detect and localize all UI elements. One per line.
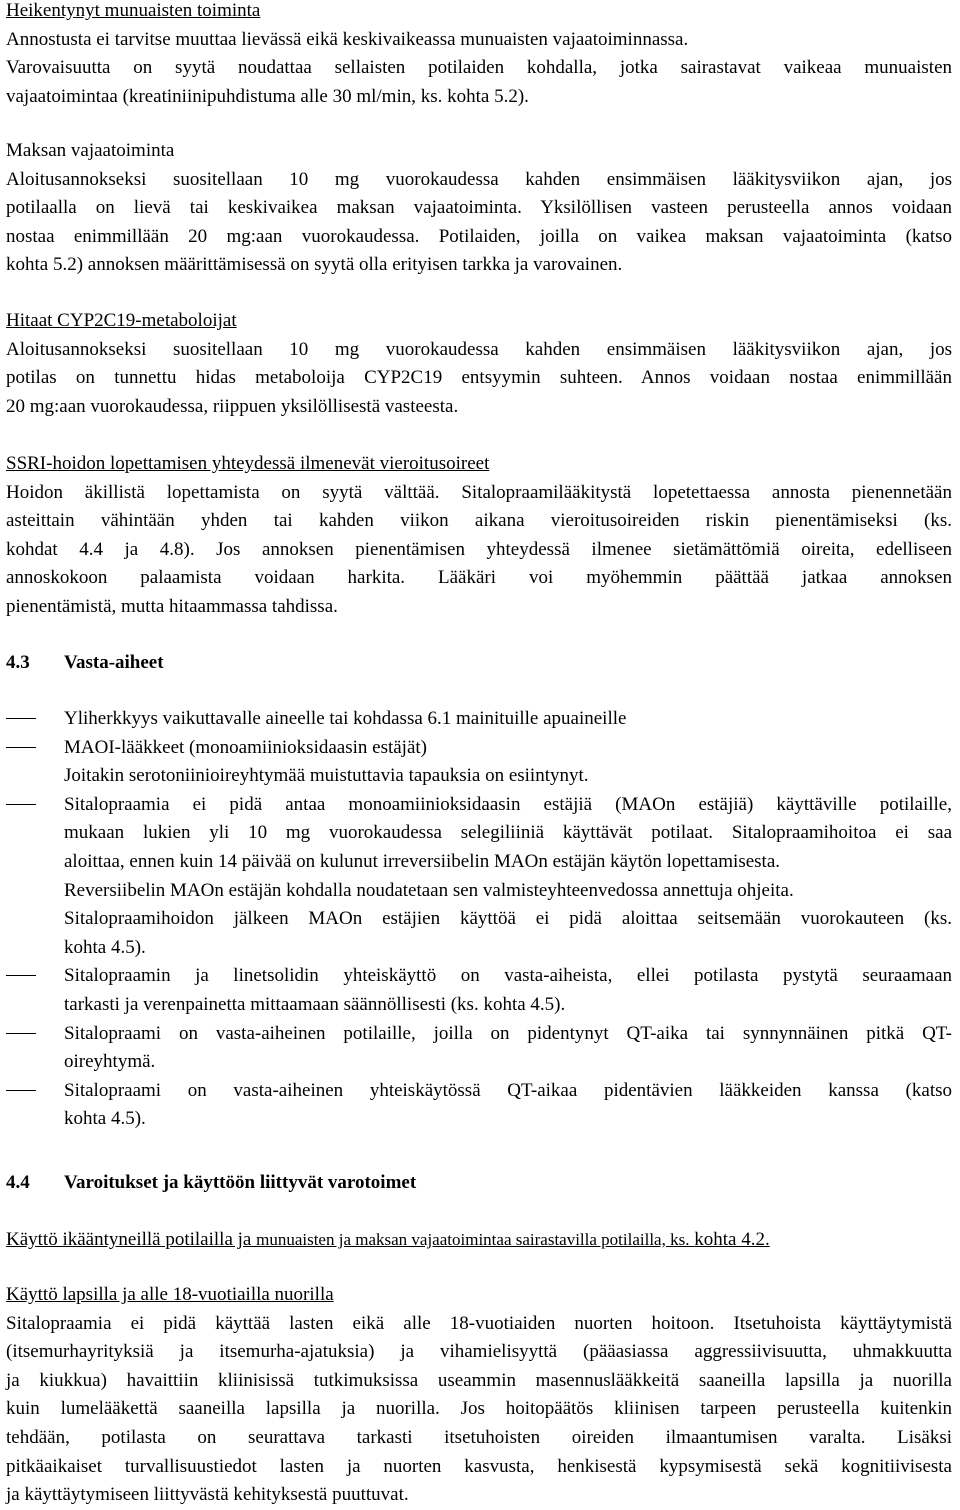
dash-bullet [6, 1033, 36, 1034]
list-item-line: Joitakin serotoniinioireyhtymää muistuttavia tapauksia on esiintynyt. [64, 765, 589, 787]
dash-bullet [6, 747, 36, 748]
hepatic-line-4: kohta 5.2) annoksen määrittämisessä on syytä olla erityisen tarkka ja varovainen. [6, 254, 623, 276]
list-item-line: kohta 4.5). [64, 936, 146, 958]
list-item [6, 1077, 952, 1134]
list-item-line: aloittaa, ennen kuin 14 päivää on kulunut irreversiibelin MAOn estäjän käytön lopettamisesta. [64, 850, 781, 872]
cyp-line-1: Aloitusannokseksi suositellaan 10 mg vuorokaudessa kahden ensimmäisen lääkitysviikon ajan, jos [6, 338, 952, 360]
renal-heading: Heikentynyt munuaisten toiminta [6, 0, 261, 21]
list-item [6, 705, 952, 734]
renal-line-3: vajaatoimintaa (kreatiniinipuhdistuma alle 30 ml/min, ks. kohta 5.2). [6, 85, 529, 107]
dash-bullet [6, 718, 36, 719]
section-4-4-title: Varoitukset ja käyttöön liittyvät varotoimet [64, 1172, 417, 1193]
elderly-suffix: kohta 4.2. [694, 1229, 770, 1250]
hepatic-line-2: potilaalla on lievä tai keskivaikea maksan vajaatoiminta. Yksilöllisen vasteen perusteella annos voidaan [6, 197, 952, 219]
children-line-1: Sitalopraamia ei pidä käyttää lasten eikä alle 18-vuotiaiden nuorten hoitoon. Itsetuhoista käyttäytymistä [6, 1312, 952, 1334]
children-line-7: ja käyttäytymiseen liittyvästä kehityksestä puuttuvat. [6, 1484, 409, 1506]
ssri-section [6, 450, 952, 622]
cyp-line-2: potilas on tunnettu hidas metaboloija CYP2C19 entsyymin suhteen. Annos voidaan nostaa enimmillään [6, 367, 952, 389]
children-line-5: tehdään, potilasta on seurattava tarkasti itsetuhoisten oireiden ilmaantumisen varalta. Lisäksi [6, 1426, 952, 1448]
hepatic-heading: Maksan vajaatoiminta [6, 140, 175, 161]
hepatic-line-1: Aloitusannokseksi suositellaan 10 mg vuorokaudessa kahden ensimmäisen lääkitysviikon ajan, jos [6, 168, 952, 190]
list-item-line: mukaan lukien yli 10 mg vuorokaudessa selegiliiniä käyttävät potilaat. Sitalopraamihoitoa ei saa [64, 822, 952, 844]
contraindication-list [6, 705, 952, 1134]
ssri-line-1: Hoidon äkillistä lopettamista on syytä välttää. Sitalopraamilääkitystä lopetettaessa annosta pienennetään [6, 481, 952, 503]
ssri-heading: SSRI-hoidon lopettamisen yhteydessä ilmenevät vieroitusoireet [6, 453, 490, 474]
elderly-small: munuaisten ja maksan vajaatoimintaa sairastavilla potilailla, ks. [256, 1230, 690, 1249]
list-item [6, 962, 952, 1019]
section-4-3-heading [6, 649, 952, 678]
list-item-line: tarkasti ja verenpainetta mittaamaan säännöllisesti (ks. kohta 4.5). [64, 993, 566, 1015]
list-item [6, 1020, 952, 1077]
list-item-line: Sitalopraami on vasta-aiheinen potilaille, joilla on pidentynyt QT-aika tai synnynnäinen pitkä QT- [64, 1022, 952, 1044]
hepatic-section [6, 137, 952, 280]
list-item-line: Sitalopraamihoidon jälkeen MAOn estäjien käyttöä ei pidä aloittaa seitsemään vuorokauteen (ks. [64, 908, 952, 930]
hepatic-line-3: nostaa enimmillään 20 mg:aan vuorokaudessa. Potilaiden, joilla on vaikea maksan vajaatoiminta (katso [6, 225, 952, 247]
children-section [6, 1281, 952, 1510]
children-heading: Käyttö lapsilla ja alle 18-vuotiailla nuorilla [6, 1284, 334, 1305]
dash-bullet [6, 1090, 36, 1091]
dash-bullet [6, 804, 36, 805]
children-line-6: pitkäaikaiset turvallisuustiedot lasten ja nuorten kasvusta, henkisestä kypsymisestä sekä kognitiivisesta [6, 1455, 952, 1477]
renal-line-1: Annostusta ei tarvitse muuttaa lievässä eikä keskivaikeassa munuaisten vajaatoiminnassa. [6, 28, 689, 50]
children-line-3: ja kiukkua) havaittiin kliinisissä tutkimuksissa useammin masennuslääkkeitä saaneilla lapsilla ja nuorilla [6, 1369, 952, 1391]
list-item-line: oireyhtymä. [64, 1051, 156, 1073]
elderly-prefix: Käyttö ikääntyneillä potilailla ja [6, 1229, 252, 1250]
list-item-line: Sitalopraamia ei pidä antaa monoamiinioksidaasin estäjiä (MAOn estäjiä) käyttäville potilaille, [64, 793, 952, 815]
ssri-line-2: asteittain vähintään yhden tai kahden viikon aikana vieroitusoireiden riskin pienentämiseksi (ks. [6, 510, 952, 532]
list-item-line: Reversiibelin MAOn estäjän kohdalla noudatetaan sen valmisteyhteenvedossa annettuja ohjeita. [64, 879, 794, 901]
elderly-heading [6, 1226, 952, 1255]
cyp-section [6, 307, 952, 421]
cyp-line-3: 20 mg:aan vuorokaudessa, riippuen yksilöllisestä vasteesta. [6, 395, 459, 417]
list-item-line: Sitalopraami on vasta-aiheinen yhteiskäytössä QT-aikaa pidentävien lääkkeiden kanssa (katso [64, 1079, 952, 1101]
renal-line-2: Varovaisuutta on syytä noudattaa sellaisten potilaiden kohdalla, jotka sairastavat vaikeaa munuaisten [6, 57, 952, 79]
list-item [6, 734, 952, 791]
list-item-line: MAOI-lääkkeet (monoamiinioksidaasin estäjät) [64, 736, 428, 758]
section-4-3-title: Vasta-aiheet [64, 652, 164, 673]
cyp-heading: Hitaat CYP2C19-metaboloijat [6, 310, 237, 331]
dash-bullet [6, 975, 36, 976]
section-4-4-heading [6, 1169, 952, 1198]
ssri-line-4: annoskokoon palaamista voidaan harkita. Lääkäri voi myöhemmin päättää jatkaa annoksen [6, 567, 952, 589]
list-item-line: Yliherkkyys vaikuttavalle aineelle tai kohdassa 6.1 mainituille apuaineille [64, 708, 627, 729]
ssri-line-3: kohdat 4.4 ja 4.8). Jos annoksen pienentämisen yhteydessä ilmenee sietämättömiä oireita, edelliseen [6, 538, 952, 560]
list-item-line: kohta 4.5). [64, 1108, 146, 1130]
section-4-3-number: 4.3 [6, 652, 30, 673]
list-item [6, 791, 952, 963]
renal-section [6, 0, 952, 111]
ssri-line-5: pienentämistä, mutta hitaammassa tahdissa. [6, 595, 338, 617]
section-4-4-number: 4.4 [6, 1172, 30, 1193]
children-line-4: kuin lumelääkettä saaneilla lapsilla ja nuorilla. Jos hoitopäätös kliinisen tarpeen perusteella kuitenkin [6, 1398, 952, 1420]
children-line-2: (itsemurhayrityksiä ja itsemurha-ajatuksia) ja vihamielisyyttä (pääasiassa aggressiivisuutta, uhmakkuutta [6, 1341, 952, 1363]
list-item-line: Sitalopraamin ja linetsolidin yhteiskäyttö on vasta-aiheista, ellei potilasta pystytä seuraamaan [64, 965, 952, 987]
